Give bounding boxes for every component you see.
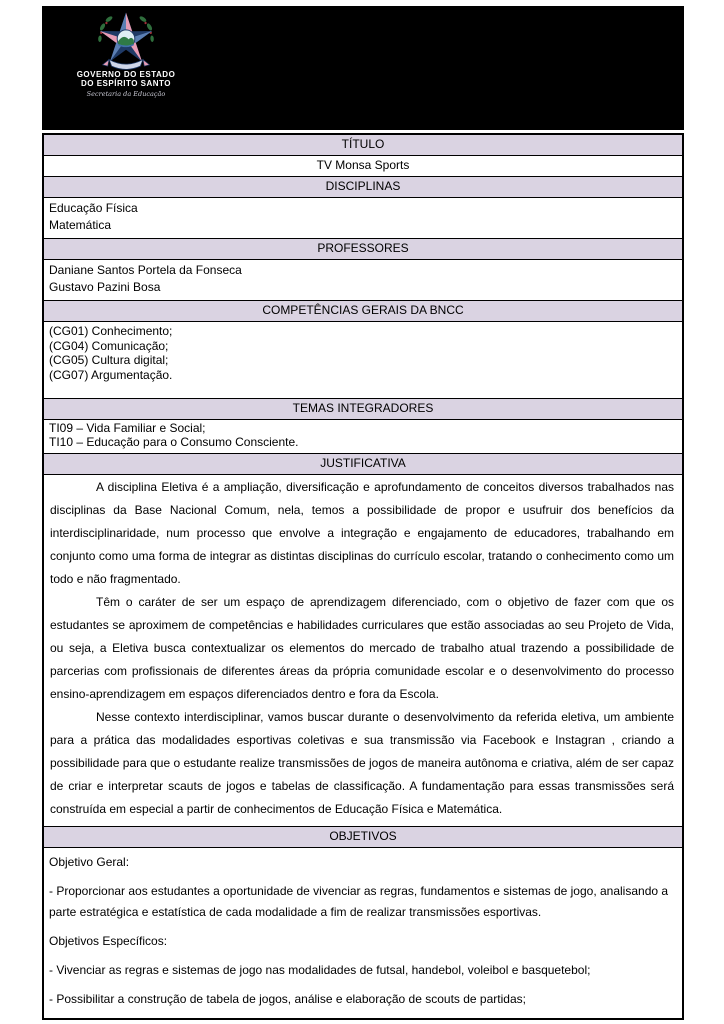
titulo-value: TV Monsa Sports bbox=[44, 155, 682, 176]
objetivo-block: Objetivo Geral: bbox=[49, 855, 130, 869]
competencia-item: (CG04) Comunicação; bbox=[49, 338, 169, 353]
ribbon-tail-right bbox=[143, 60, 150, 67]
objetivo-block: Objetivos Específicos: bbox=[49, 934, 168, 948]
temas-cell bbox=[44, 419, 682, 453]
objetivo-block: - Vivenciar as regras e sistemas de jogo nas modalidades de futsal, handebol, voleibol e basquetebol; bbox=[49, 963, 591, 977]
section-header-competencias: COMPETÊNCIAS GERAIS DA BNCC bbox=[44, 300, 682, 321]
objetivos-cell bbox=[44, 847, 682, 1018]
justificativa-cell bbox=[44, 474, 682, 826]
government-name-line1: GOVERNO DO ESTADO bbox=[76, 70, 176, 79]
competencias-cell bbox=[44, 321, 682, 398]
ribbon bbox=[109, 60, 143, 70]
professor-item: Daniane Santos Portela da Fonseca bbox=[49, 263, 242, 277]
professor-item: Gustavo Pazini Bosa bbox=[49, 280, 161, 294]
section-header-professores: PROFESSORES bbox=[44, 238, 682, 259]
justificativa-paragraph: Nesse contexto interdisciplinar, vamos buscar durante o desenvolvimento da referida eletiva, um ambiente para a prática das modalidades esportivas coletivas e sua transmissão via Facebook e Instagran , criando a possibilidade para que o estudante realize transmissões de jogos de maneira autônoma e criativa, além de ser capaz de criar e interpretar scauts de jogos e tabelas de classificação. A fundamentação para essas transmissões será construída em especial a partir de conhecimentos de Educação Física e Matemática. bbox=[50, 710, 674, 816]
section-header-titulo: TÍTULO bbox=[44, 135, 682, 155]
justificativa-paragraph: A disciplina Eletiva é a ampliação, diversificação e aprofundamento de conceitos diversos trabalhados nas disciplinas da Base Nacional Comum, nela, temos a possibilidade de propor e usufruir dos benefícios da interdisciplinaridade, num processo que envolve a integração e engajamento de educadores, trabalhando em conjunto como uma forma de integrar as distintas disciplinas do currículo escolar, tratando o conhecimento como um todo e não fragmentado. bbox=[50, 480, 674, 586]
letterhead bbox=[42, 6, 684, 130]
section-header-temas: TEMAS INTEGRADORES bbox=[44, 398, 682, 419]
tema-item: TI09 – Vida Familiar e Social; bbox=[49, 421, 206, 435]
tema-item: TI10 – Educação para o Consumo Consciente. bbox=[49, 434, 299, 449]
professores-cell bbox=[44, 259, 682, 300]
competencia-item: (CG05) Cultura digital; bbox=[49, 353, 169, 367]
disciplinas-cell bbox=[44, 197, 682, 238]
objetivo-block: - Proporcionar aos estudantes a oportunidade de vivenciar as regras, fundamentos e sistemas de jogo, analisando a parte estratégica e estatística de cada modalidade a fim de realizar transmissões esportivas. bbox=[49, 884, 669, 919]
justificativa-paragraph: Têm o caráter de ser um espaço de aprendizagem diferenciado, com o objetivo de fazer com que os estudantes se aproximem de competências e habilidades curriculares que estão associadas ao seu Projeto de Vida, ou seja, a Eletiva busca contextualizar os elementos do mercado de trabalho atual trazendo a possibilidade de parcerias com profissionais de diferentes áreas da própria comunidade escolar e o desenvolvimento do processo ensino-aprendizagem em espaços diferenciados dentro e fora da Escola. bbox=[50, 595, 674, 701]
government-name-line2: DO ESPÍRITO SANTO bbox=[81, 79, 171, 88]
espirito-santo-coat-of-arms-icon bbox=[93, 10, 159, 70]
competencia-item: (CG01) Conhecimento; bbox=[49, 324, 173, 338]
competencia-item: (CG07) Argumentação. bbox=[49, 367, 173, 382]
government-logo-block bbox=[48, 6, 204, 98]
disciplina-item: Matemática bbox=[49, 218, 112, 232]
course-plan-table bbox=[42, 133, 684, 1020]
ribbon-tail-left bbox=[103, 60, 110, 67]
document-body bbox=[42, 6, 684, 1020]
disciplina-item: Educação Física bbox=[49, 201, 138, 215]
secretariat-name: Secretaria da Educação bbox=[86, 90, 166, 98]
section-header-disciplinas: DISCIPLINAS bbox=[44, 176, 682, 197]
section-header-objetivos: OBJETIVOS bbox=[44, 826, 682, 847]
section-header-justificativa: JUSTIFICATIVA bbox=[44, 453, 682, 474]
objetivo-block: - Possibilitar a construção de tabela de jogos, análise e elaboração de scouts de partidas; bbox=[49, 992, 526, 1006]
